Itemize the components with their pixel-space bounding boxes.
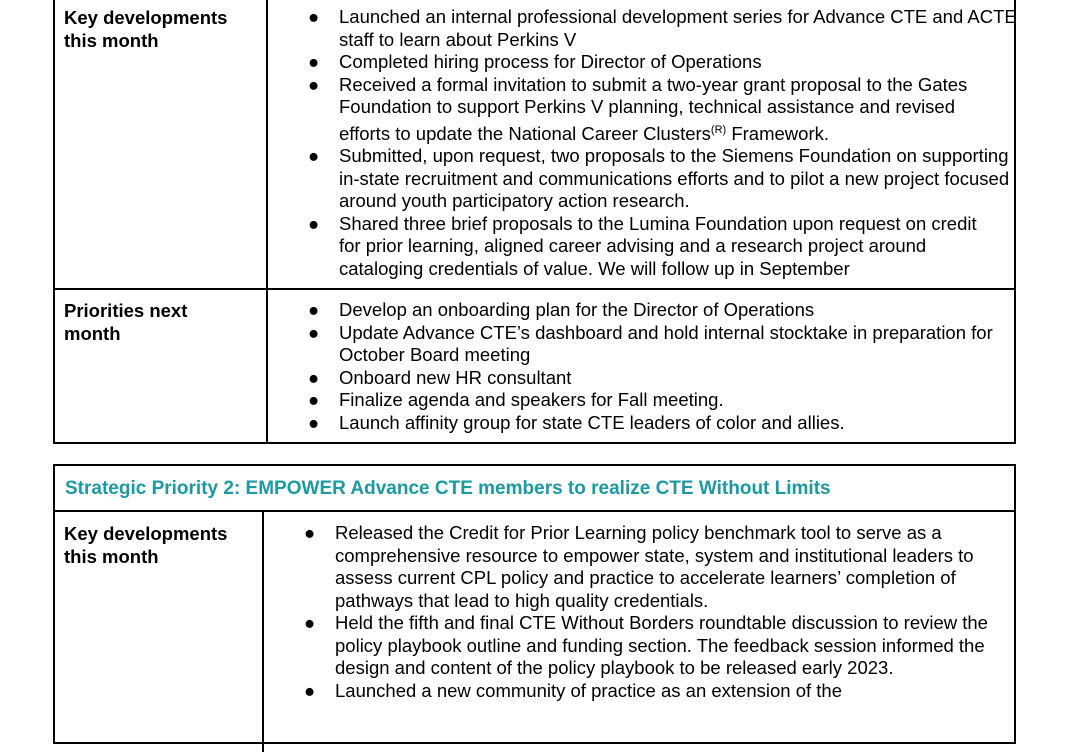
key-developments-label: Key developments this month [64,523,228,567]
key-developments-list [304,522,1015,702]
column-divider [266,0,268,442]
list-item: ● Held the fifth and final CTE Without Borders roundtable discussion to review the policy playbook outline and funding section. The feedback session informed the design and content of the policy playbook to be released early 2023. [304,612,988,678]
priorities-next-month-label: Priorities next month [64,300,188,344]
list-item: ● Received a formal invitation to submit a two-year grant proposal to the Gates Foundation to support Perkins V planning, technical assistance and revised efforts to update the National Career Clusters$^{(R)}$ Framework. [308,73,968,144]
priority-2-table [53,464,1016,744]
list-item: ● Launched a new community of practice as an extension of the [304,679,842,701]
section-title: Strategic Priority 2: EMPOWER Advance CTE members to realize CTE Without Limits [65,478,831,499]
list-item: ● Submitted, upon request, two proposals to the Siemens Foundation on supporting in-state recruitment and communications efforts and to pilot a new project focused around youth participatory action research. [308,145,1010,212]
list-item: ● Released the Credit for Prior Learning policy benchmark tool to serve as a comprehensive resource to empower state, system and institutional leaders to assess current CPL policy and practice to accelerate learners’ completion of pathways that lead to high quality credentials. [304,522,974,611]
list-item: ● Onboard new HR consultant [308,366,572,388]
key-developments-list [308,6,1019,280]
key-developments-label: Key developments this month [64,7,228,51]
list-item: ● Develop an onboarding plan for the Director of Operations [308,299,815,320]
list-item: ● Update Advance CTE’s dashboard and hold internal stocktake in preparation for October Board meeting [308,321,993,365]
list-item: ● Launch affinity group for state CTE leaders of color and allies. [308,411,845,433]
list-item: ● Launched an internal professional development series for Advance CTE and ACTE staff to learn about Perkins V [308,6,1017,50]
priorities-next-month-list [308,299,1019,434]
list-item: ● Shared three brief proposals to the Lumina Foundation upon request on credit for prior learning, aligned career advising and a research project around cataloging credentials of value. We will follow up in September [308,212,977,279]
list-item: ● Finalize agenda and speakers for Fall meeting. [308,389,724,410]
column-divider [262,512,264,752]
priority-1-table [53,0,1016,444]
list-item: ● Completed hiring process for Director of Operations [308,51,762,72]
row-divider [55,510,1014,512]
row-divider [55,288,1014,290]
